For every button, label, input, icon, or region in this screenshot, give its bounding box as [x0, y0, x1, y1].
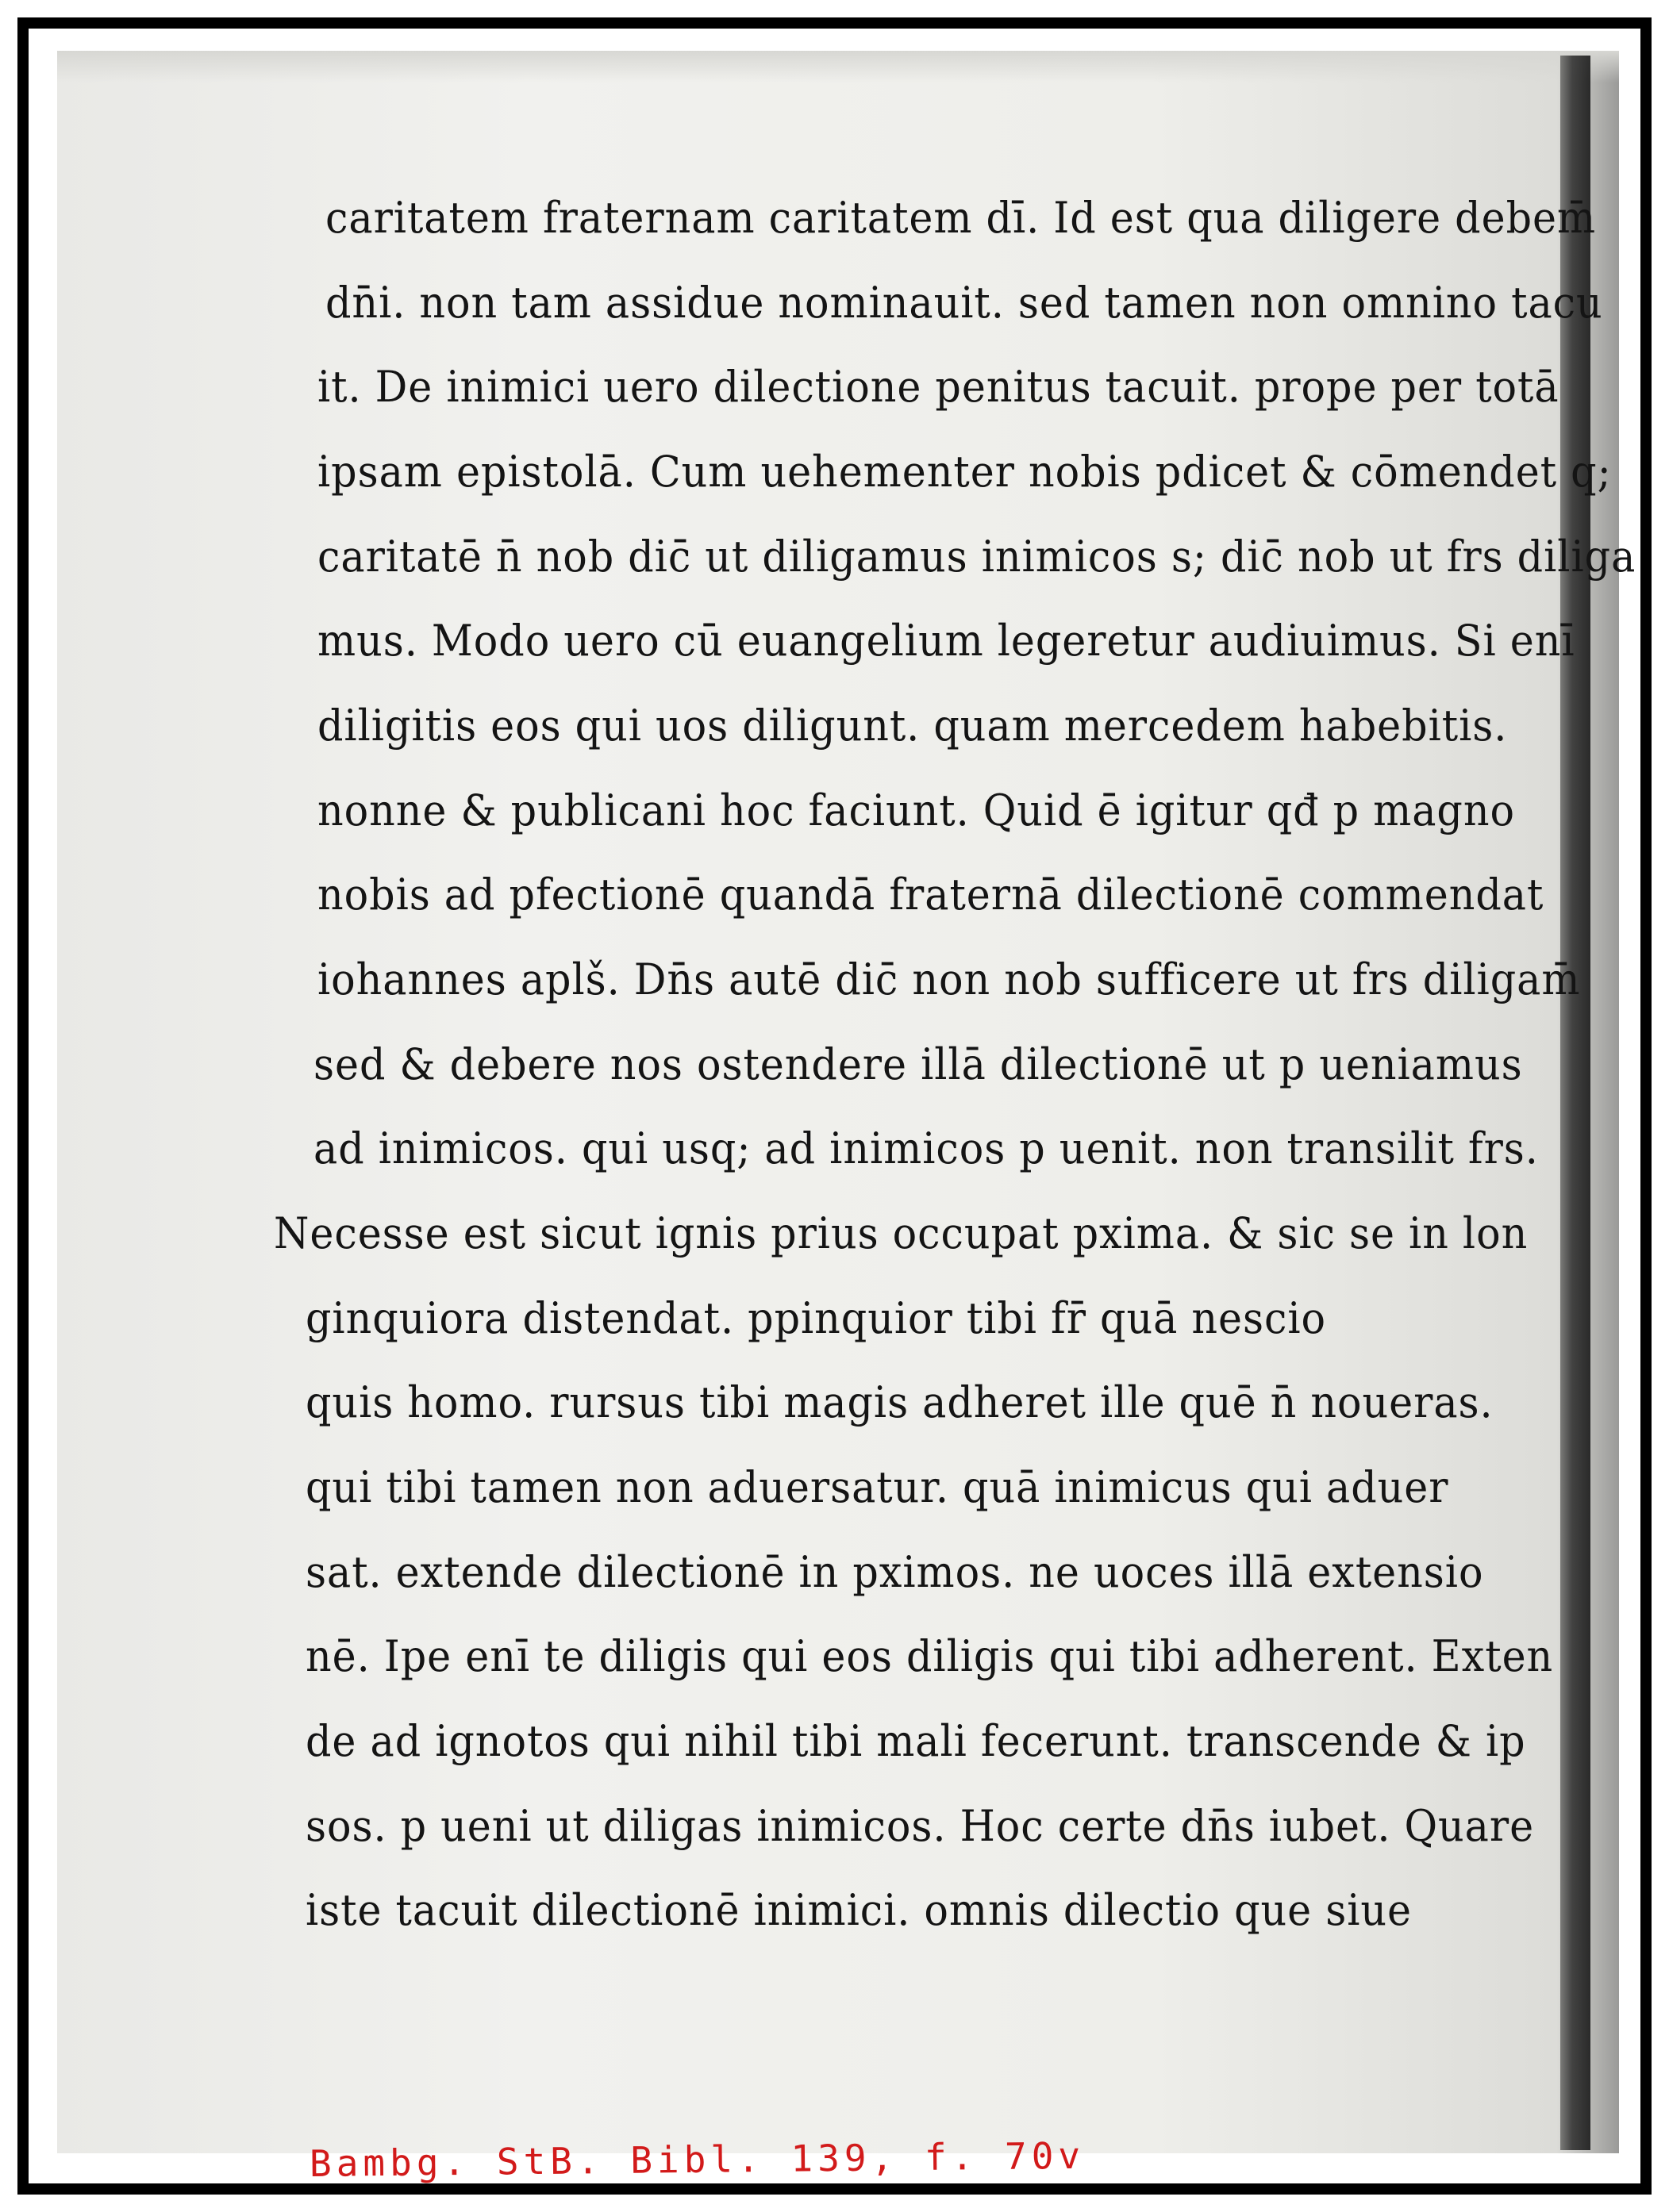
text-line-13: Necesse est sicut ignis prius occupat pxima. & sic se in lon: [274, 1208, 1529, 1258]
shelfmark-annotation: Bambg. StB. Bibl. 139, f. 70v: [309, 2133, 1086, 2185]
text-line-11: sed & debere nos ostendere illā dilectionē ut p ueniamus: [313, 1039, 1523, 1089]
text-line-6: mus. Modo uero cū euangelium legeretur audiuimus. Si enī: [317, 616, 1575, 666]
text-line-4: ipsam epistolā. Cum uehementer nobis pdicet & cōmendet q;: [317, 447, 1612, 497]
text-line-2: dn̄i. non tam assidue nominauit. sed tamen non omnino tacu: [325, 278, 1603, 328]
text-line-16: qui tibi tamen non aduersatur. quā inimicus qui aduer: [306, 1462, 1449, 1512]
text-line-20: sos. p ueni ut diligas inimicos. Hoc certe dn̄s iubet. Quare: [306, 1801, 1535, 1851]
text-line-14: ginquiora distendat. ppinquior tibi fr̄ quā nescio: [306, 1293, 1327, 1343]
text-line-8: nonne & publicani hoc faciunt. Quid ē igitur qđ p magno: [317, 785, 1515, 835]
text-line-7: diligitis eos qui uos diligunt. quam mercedem habebitis.: [317, 701, 1508, 751]
text-line-17: sat. extende dilectionē in pximos. ne uoces illā extensio: [306, 1547, 1484, 1597]
text-line-12: ad inimicos. qui usq; ad inimicos p uenit. non transilit frs.: [313, 1123, 1539, 1173]
text-line-21: iste tacuit dilectionē inimici. omnis dilectio que siue: [306, 1885, 1412, 1935]
leaf-top-shadow: [57, 51, 1619, 83]
text-line-10: iohannes aplš. Dn̄s autē dic̄ non nob sufficere ut frs diligam̄: [317, 954, 1581, 1004]
text-line-9: nobis ad pfectionē quandā fraternā dilectionē commendat: [317, 870, 1544, 920]
text-line-19: de ad ignotos qui nihil tibi mali fecerunt. transcende & ip: [306, 1716, 1526, 1766]
text-line-5: caritatē n̄ nob dic̄ ut diligamus inimicos s; dic̄ nob ut frs diliga: [317, 532, 1636, 582]
text-line-15: quis homo. rursus tibi magis adheret ille quē n̄ noueras.: [306, 1377, 1494, 1427]
leaf-gutter-edge: [1560, 56, 1590, 2150]
text-line-18: nē. Ipe enī te diligis qui eos diligis qui tibi adherent. Exten: [306, 1631, 1554, 1681]
text-line-1: caritatem fraternam caritatem dī. Id est qua diligere debem̄: [325, 193, 1597, 243]
text-line-3: it. De inimici uero dilectione penitus tacuit. prope per totā: [317, 362, 1559, 412]
